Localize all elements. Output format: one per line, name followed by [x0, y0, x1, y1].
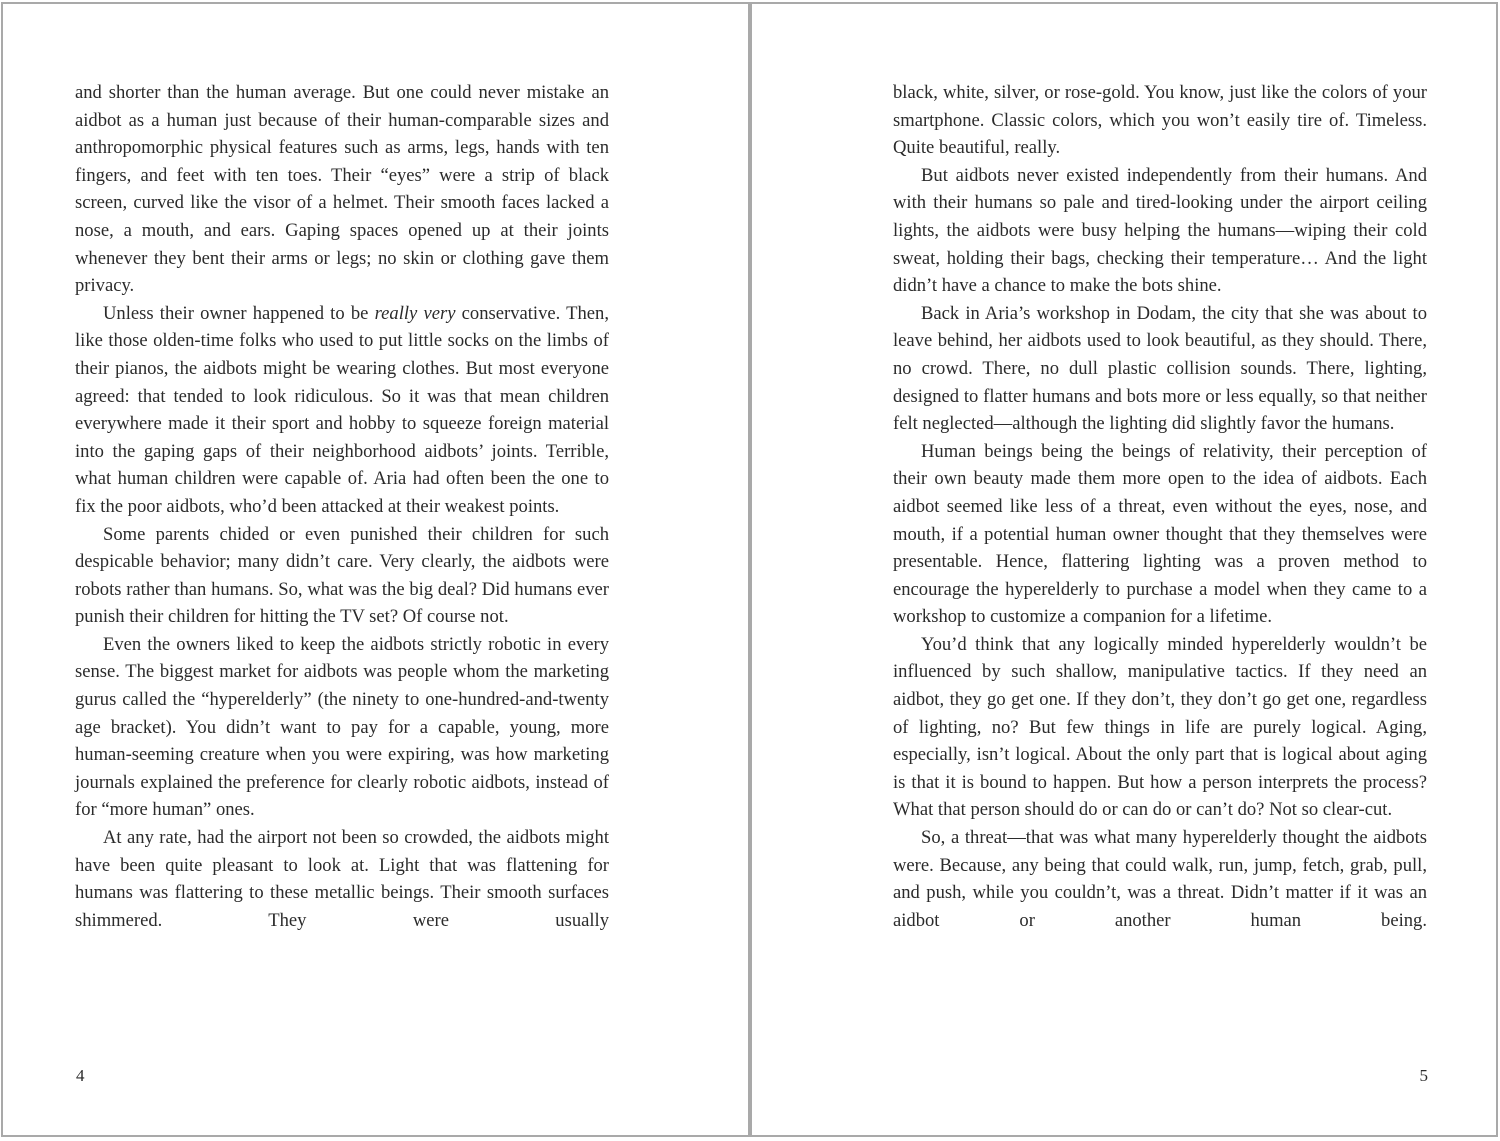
- paragraph: So, a threat—that was what many hyperelderly thought the aidbots were. Because, any being that could walk, run, jump, fetch, grab, pull, and push, while you couldn’t, was a threat. Didn’t matter if it was an aidbot or another human being.: [893, 827, 1427, 931]
- right-page: [750, 2, 1498, 1137]
- paragraph: At any rate, had the airport not been so crowded, the aidbots might have been quite pleasant to look at. Light that was flattening for humans was flattering to these metallic beings. Their smooth surfaces shimmered. They were usually: [75, 827, 609, 931]
- paragraph: Back in Aria’s workshop in Dodam, the city that she was about to leave behind, her aidbots used to look beautiful, as they should. There, no crowd. There, no dull plastic collision sounds. There, lighting, designed to flatter humans and bots more or less equally, so that neither felt neglected—although the lighting did slightly favor the humans.: [893, 302, 1427, 435]
- paragraph: Even the owners liked to keep the aidbots strictly robotic in every sense. The biggest market for aidbots was people whom the marketing gurus called the “hyperelderly” (the ninety to one-hundred-and-twenty age bracket). You didn’t want to pay for a capable, young, more human-seeming creature when you were expiring, was how marketing journals explained the preference for clearly robotic aidbots, instead of for “more human” ones.: [75, 633, 609, 821]
- paragraph: and shorter than the human average. But one could never mistake an aidbot as a human just because of their human-comparable sizes and anthropomorphic physical features such as arms, legs, hands with ten fingers, and feet with ten toes. Their “eyes” were a strip of black screen, curved like the visor of a helmet. Their smooth faces lacked a nose, a mouth, and ears. Gaping spaces opened up at their joints whenever they bent their arms or legs; no skin or clothing gave them privacy.: [75, 82, 609, 297]
- paragraph: You’d think that any logically minded hyperelderly wouldn’t be influenced by such shallow, manipulative tactics. If they need an aidbot, they go get one. If they don’t, they don’t go get one, regardless of lighting, no? But few things in life are purely logical. Aging, especially, isn’t logical. About the only part that is logical about aging is that it is bound to happen. But how a person interprets the process? What that person should do or can do or can’t do? Not so clear-cut.: [893, 633, 1427, 821]
- page-number: 5: [1419, 1066, 1428, 1085]
- paragraph: But aidbots never existed independently from their humans. And with their humans so pale and tired-looking under the airport ceiling lights, the aidbots were busy helping the humans—wiping their cold sweat, holding their bags, checking their temperature… And the light didn’t have a chance to make the bots shine.: [893, 164, 1427, 297]
- left-page-text: [75, 79, 609, 934]
- paragraph-text: conservative. Then, like those olden-time folks who used to put little socks on the limbs of their pianos, the aidbots might be wearing clothes. But most everyone agreed: that tended to look ridiculous. So it was that mean children everywhere made it their sport and hobby to squeeze foreign material into the gaping gaps of their neighborhood aidbots’ joints. Terrible, what human children were capable of. Aria had often been the one to fix the poor aidbots, who’d been attacked at their weakest points.: [75, 302, 609, 517]
- paragraph: Human beings being the beings of relativity, their perception of their own beauty made them more open to the idea of aidbots. Each aidbot seemed like less of a threat, even without the eyes, nose, and mouth, if a potential human owner thought that they themselves were presentable. Hence, flattering lighting was a proven method to encourage the hyperelderly to purchase a model when they came to a workshop to customize a companion for a lifetime.: [893, 440, 1427, 628]
- paragraph-text: Unless their owner happened to be: [103, 302, 375, 324]
- paragraph: [75, 300, 609, 521]
- left-page: [1, 2, 750, 1137]
- paragraph: Some parents chided or even punished their children for such despicable behavior; many didn’t care. Very clearly, the aidbots were robots rather than humans. So, what was the big deal? Did humans ever punish their children for hitting the TV set? Of course not.: [75, 523, 609, 628]
- page-number: 4: [76, 1066, 85, 1085]
- right-page-text: [893, 79, 1427, 934]
- paragraph: black, white, silver, or rose-gold. You know, just like the colors of your smartphone. Classic colors, which you won’t easily tire of. Timeless. Quite beautiful, really.: [893, 82, 1427, 159]
- emphasis-text: really very: [374, 302, 456, 324]
